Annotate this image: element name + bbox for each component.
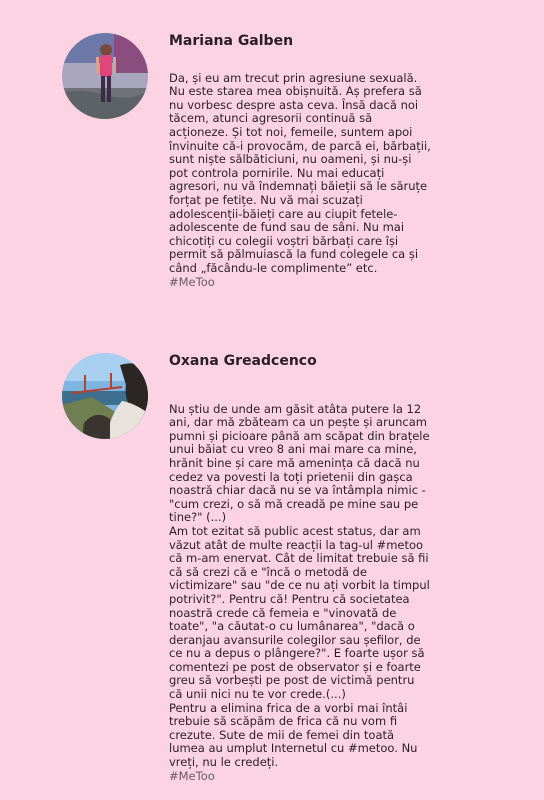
avatar[interactable] — [62, 33, 148, 119]
woman-portrait-photo-icon — [62, 33, 148, 119]
author-name[interactable]: Oxana Greadcenco — [169, 353, 317, 369]
author-name[interactable]: Mariana Galben — [169, 33, 294, 49]
post-body: Nu știu de unde am găsit atâta putere la 12 ani, dar mă zbăteam ca un pește și aruncam pumni și picioare până am scăpat din brațele unui băiat cu vreo 8 ani mai mare ca mine, hrănit bine și care mă amenința că dacă nu cedez va povesti la toți prietenii din gașca noastră chiar dacă nu se va întâmpla nimic - "cum crezi, o să mă creadă pe mine sau pe tine?" (...) Am tot ezitat să public acest status, dar am văzut atât de multe reacții la tag-ul #metoo că m-am enervat. Cât de limitat trebuie să fii că să crezi că e "încă o metodă de victimizare" sau "de ce nu ați vorbit la timpul potrivit?". Pentru că! Pentru că societatea noastră crede că femeia e "vinovată de toate", "a căutat-o cu lumânarea", "dacă o deranjau avansurile colegilor sau șefilor, de ce nu a depus o plângere?". E foarte ușor să comentezi pe post de observator și e foarte greu să vorbești pe post de victimă pentru că unii nici nu te vor crede.(...) Pentru a elimina frica de a vorbi mai întâi trebuie să scăpăm de frica că nu vom fi crezute. Sute de mii de femei din toată lumea au umplut Internetul cu #metoo. Nu vreți, nu le credeți. — [169, 401, 430, 770]
post-body: Da, și eu am trecut prin agresiune sexuală. Nu este starea mea obișnuită. Aș prefera să nu vorbesc despre asta ceva. Însă dacă noi tăcem, atunci agresorii continuă să acționeze. Și tot noi, femeile, suntem apoi învinuite că-i provocăm, de parcă ei, bărbații, sunt niște sălbăticiuni, nu oameni, și nu-și pot controla pornirile. Nu mai educați agresori, nu vă îndemnați băieții să le săruțe forțat pe fetițe. Nu vă mai scuzați adolescenții-băieți care au ciupit fetele-adolescente de fund sau de sâni. Nu mai chicotiți cu colegii voștri bărbați care își permit să pălmuiască la fund colegele ca și când „făcându-le complimente” etc. — [169, 70, 431, 275]
post-text — [169, 389, 431, 797]
woman-at-bridge-photo-icon — [62, 353, 148, 439]
avatar[interactable] — [62, 353, 148, 439]
hashtag-link[interactable]: #MeToo — [169, 768, 215, 783]
post-text — [169, 58, 431, 303]
hashtag-link[interactable]: #MeToo — [169, 274, 215, 289]
